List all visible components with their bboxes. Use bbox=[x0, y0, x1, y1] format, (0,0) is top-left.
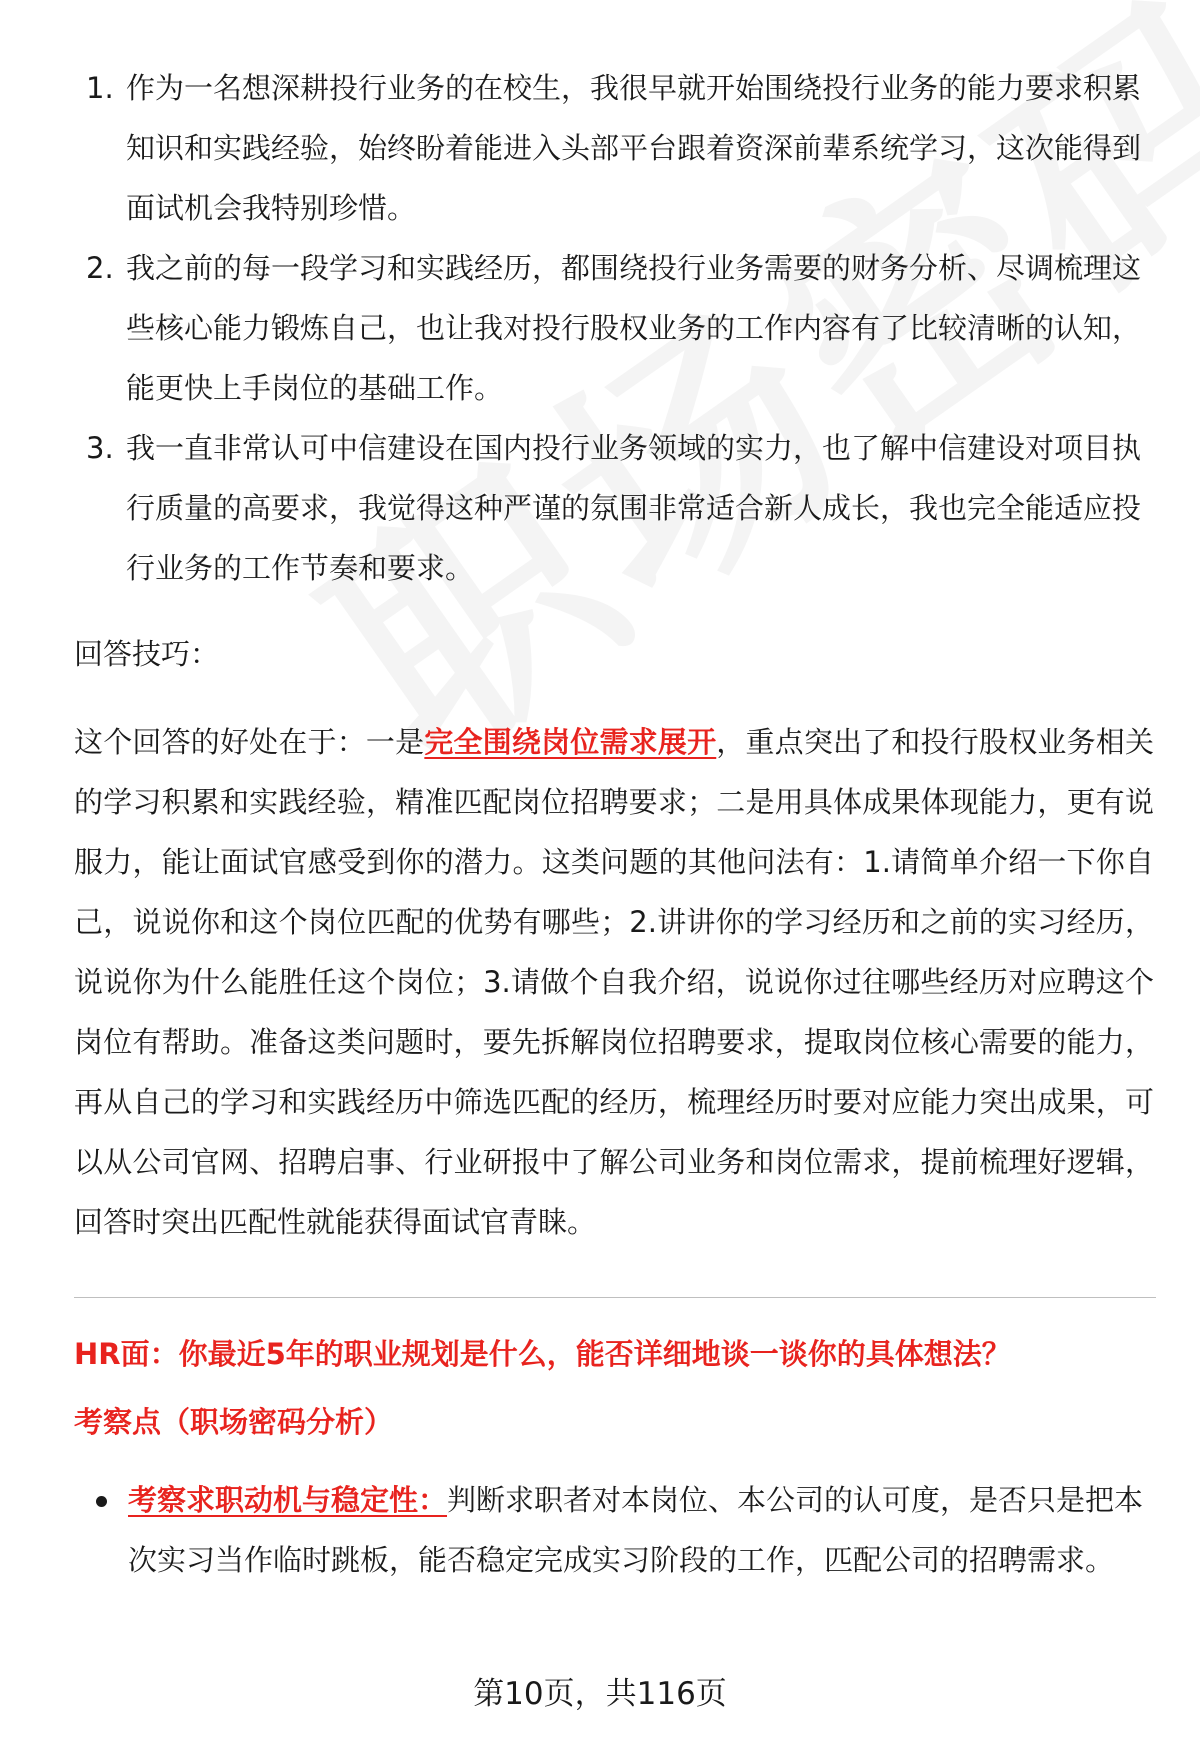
list-item-number: 1. bbox=[86, 71, 114, 105]
answer-list bbox=[74, 58, 1144, 598]
bullet-text: 判断求职者对本岗位、本公司的认可度，是否只是把本次实习当作临时跳板，能否稳定完成实习阶段的工作，匹配公司的招聘需求。 bbox=[128, 1483, 1144, 1577]
list-item-text: 我一直非常认可中信建设在国内投行业务领域的实力，也了解中信建设对项目执行质量的高要求，我觉得这种严谨的氛围非常适合新人成长，我也完全能适应投行业务的工作节奏和要求。 bbox=[126, 431, 1142, 585]
page-number: 第10页，共116页 bbox=[473, 1676, 727, 1712]
tips-rest: ，重点突出了和投行股权业务相关的学习积累和实践经验，精准匹配岗位招聘要求；二是用具体成果体现能力，更有说服力，能让面试官感受到你的潜力。这类问题的其他问法有：1.请简单介绍一下你自己，说说你和这个岗位匹配的优势有哪些；2.讲讲你的学习经历和之前的实习经历，说说你为什么能胜任这个岗位；3.请做个自我介绍，说说你过往哪些经历对应聘这个岗位有帮助。准备这类问题时，要先拆解岗位招聘要求，提取岗位核心需要的能力，再从自己的学习和实践经历中筛选匹配的经历，梳理经历时要对应能力突出成果，可以从公司官网、招聘启事、行业研报中了解公司业务和岗位需求，提前梳理好逻辑，回答时突出匹配性就能获得面试官青睐。 bbox=[74, 725, 1154, 1239]
list-item-number: 2. bbox=[86, 251, 114, 285]
list-item-text: 我之前的每一段学习和实践经历，都围绕投行业务需要的财务分析、尽调梳理这些核心能力锻炼自己，也让我对投行股权业务的工作内容有了比较清晰的认知，能更快上手岗位的基础工作。 bbox=[126, 251, 1142, 405]
list-item bbox=[74, 1470, 1144, 1590]
list-item bbox=[74, 418, 1144, 598]
bullet-dot-icon bbox=[96, 1496, 107, 1507]
list-item bbox=[74, 58, 1144, 238]
tips-paragraph bbox=[74, 712, 1154, 1252]
bullet-label: 考察求职动机与稳定性： bbox=[128, 1483, 448, 1517]
section-divider bbox=[74, 1297, 1156, 1298]
list-item-text: 作为一名想深耕投行业务的在校生，我很早就开始围绕投行业务的能力要求积累知识和实践经验，始终盼着能进入头部平台跟着资深前辈系统学习，这次能得到面试机会我特别珍惜。 bbox=[126, 71, 1142, 225]
list-item bbox=[74, 238, 1144, 418]
tips-intro: 这个回答的好处在于：一是 bbox=[74, 725, 425, 759]
hr-question-heading: HR面：你最近5年的职业规划是什么，能否详细地谈一谈你的具体想法？ bbox=[74, 1337, 1011, 1371]
exam-point-list bbox=[74, 1470, 1144, 1590]
exam-point-heading: 考察点（职场密码分析） bbox=[74, 1405, 394, 1439]
tips-highlight: 完全围绕岗位需求展开 bbox=[424, 725, 717, 759]
list-item-number: 3. bbox=[86, 431, 114, 465]
tips-heading: 回答技巧： bbox=[74, 637, 220, 671]
